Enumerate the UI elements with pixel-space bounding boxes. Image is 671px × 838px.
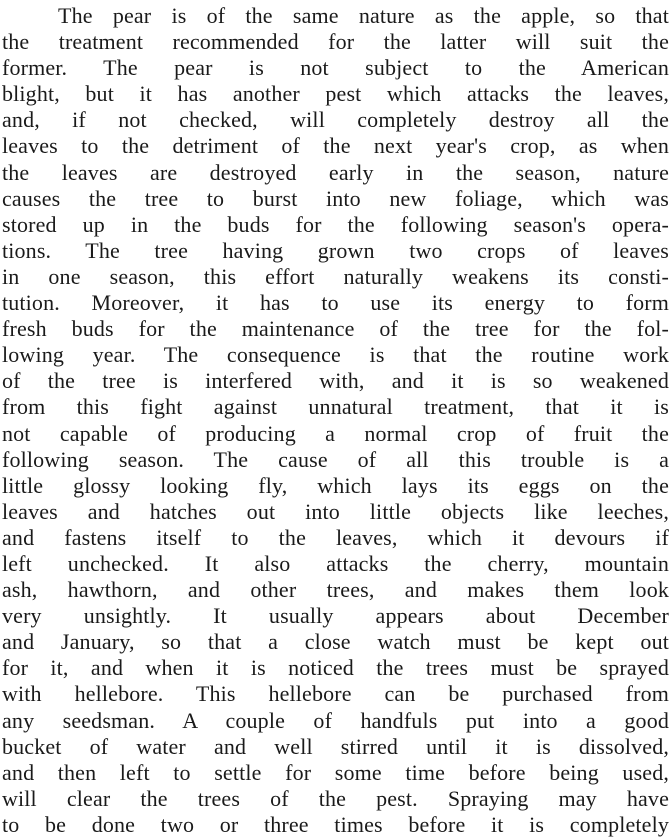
article-line: The pear is of the same nature as the apple, so that	[58, 3, 669, 28]
article-line: from this fight against unnatural treatment, that it is	[2, 394, 669, 420]
article-line: in one season, this effort naturally weakens its consti-	[2, 263, 669, 289]
article-line: blight, but it has another pest which attacks the leaves,	[2, 81, 669, 107]
article-line: the treatment recommended for the latter will suit the	[2, 29, 669, 55]
article-line: fresh buds for the maintenance of the tree for the fol-	[2, 316, 669, 342]
article-line: and then left to settle for some time before being used,	[2, 759, 669, 785]
article-line: lowing year. The consequence is that the routine work	[2, 342, 669, 368]
article-line: and, if not checked, will completely destroy all the	[2, 107, 669, 133]
article-column	[2, 3, 669, 838]
article-line: causes the tree to burst into new foliage, which was	[2, 185, 669, 211]
article-line: will clear the trees of the pest. Spraying may have	[2, 785, 669, 811]
article-line: for it, and when it is noticed the trees must be sprayed	[2, 655, 669, 681]
article-line: following season. The cause of all this trouble is a	[2, 446, 669, 472]
article-line: leaves and hatches out into little objects like leeches,	[2, 498, 669, 524]
article-line: bucket of water and well stirred until it is dissolved,	[2, 733, 669, 759]
article-line: leaves to the detriment of the next year's crop, as when	[2, 133, 669, 159]
article-line: and January, so that a close watch must be kept out	[2, 629, 669, 655]
article-line: tions. The tree having grown two crops of leaves	[2, 237, 669, 263]
article-line: of the tree is interfered with, and it is so weakened	[2, 368, 669, 394]
article-line: the leaves are destroyed early in the season, nature	[2, 159, 669, 185]
article-line: former. The pear is not subject to the American	[2, 55, 669, 81]
article-line: any seedsman. A couple of handfuls put into a good	[2, 707, 669, 733]
article-line: ash, hawthorn, and other trees, and makes them look	[2, 577, 669, 603]
article-line: to be done two or three times before it is completely	[2, 811, 669, 837]
article-line: and fastens itself to the leaves, which it devours if	[2, 524, 669, 550]
article-line: stored up in the buds for the following season's opera-	[2, 211, 669, 237]
article-line: little glossy looking fly, which lays its eggs on the	[2, 472, 669, 498]
article-line: with hellebore. This hellebore can be purchased from	[2, 681, 669, 707]
article-line: not capable of producing a normal crop of fruit the	[2, 420, 669, 446]
article-line: very unsightly. It usually appears about December	[2, 603, 669, 629]
article-line: tution. Moreover, it has to use its energy to form	[2, 290, 669, 316]
article-line: left unchecked. It also attacks the cherry, mountain	[2, 550, 669, 576]
